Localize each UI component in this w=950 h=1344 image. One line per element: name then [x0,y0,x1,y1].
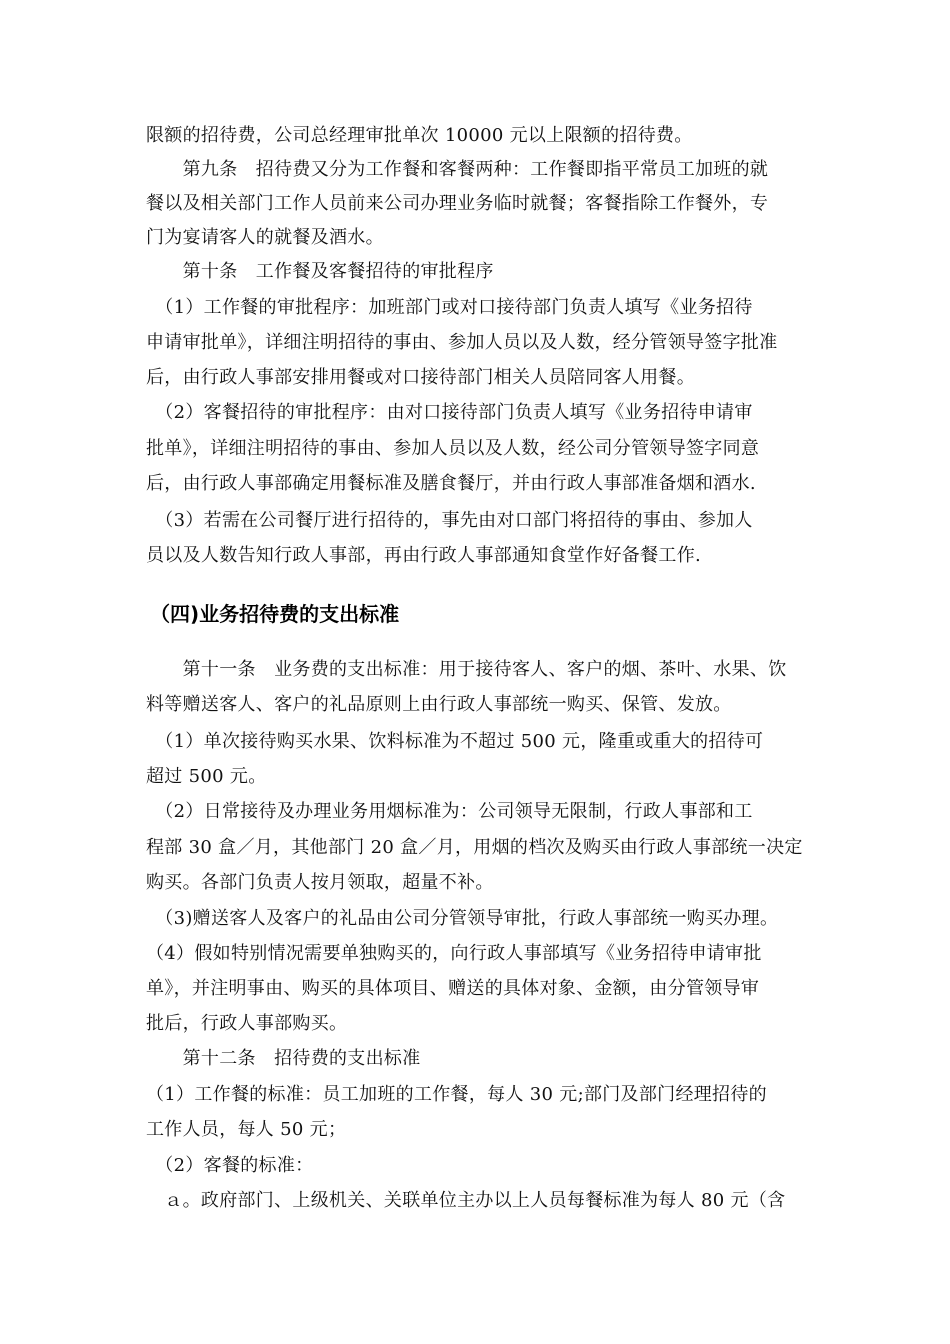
text-line: 购买。各部门负责人按月领取，超量不补。 [146,872,494,893]
text-line: 批单》，详细注明招待的事由、参加人员以及人数，经公司分管领导签字同意 [146,438,760,459]
text-line: 批后，行政人事部购买。 [146,1013,348,1034]
text-line: （3）若需在公司餐厅进行招待的，事先由对口部门将招待的事由、参加人 [146,510,753,531]
text-line: （1）单次接待购买水果、饮料标准为不超过 500 元，隆重或重大的招待可 [146,731,764,752]
text-line: 料等赠送客人、客户的礼品原则上由行政人事部统一购买、保管、发放。 [146,694,732,715]
text-line: ａ。政府部门、上级机关、关联单位主办以上人员每餐标准为每人 80 元（含 [146,1190,786,1211]
text-line: 工作人员，每人 50 元； [146,1119,347,1140]
text-line: （1）工作餐的标准：员工加班的工作餐，每人 30 元;部门及部门经理招待的 [146,1084,767,1105]
text-line: 超过 500 元。 [146,766,267,787]
text-line: （1）工作餐的审批程序：加班部门或对口接待部门负责人填写《业务招待 [146,297,753,318]
text-line: 申请审批单》，详细注明招待的事由、参加人员以及人数，经分管领导签字批准 [146,332,778,353]
text-line: 第十条 工作餐及客餐招待的审批程序 [146,261,494,282]
text-line: （4）假如特别情况需要单独购买的，向行政人事部填写《业务招待申请审批 [146,943,762,964]
text-line: 后，由行政人事部安排用餐或对口接待部门相关人员陪同客人用餐。 [146,367,695,388]
text-line: 第九条 招待费又分为工作餐和客餐两种：工作餐即指平常员工加班的就 [146,159,769,180]
text-line: （2）客餐招待的审批程序：由对口接待部门负责人填写《业务招待申请审 [146,402,753,423]
text-line: 程部 30 盒／月，其他部门 20 盒／月，用烟的档次及购买由行政人事部统一决定 [146,837,803,858]
text-line: 后，由行政人事部确定用餐标准及膳食餐厅，并由行政人事部准备烟和酒水. [146,473,756,494]
text-line: 单》，并注明事由、购买的具体项目、赠送的具体对象、金额，由分管领导审 [146,978,760,999]
text-line: （2）客餐的标准： [146,1155,314,1176]
text-line: 员以及人数告知行政人事部，再由行政人事部通知食堂作好备餐工作. [146,545,702,566]
text-line: 餐以及相关部门工作人员前来公司办理业务临时就餐；客餐指除工作餐外，专 [146,193,769,214]
text-line: 第十一条 业务费的支出标准：用于接待客人、客户的烟、茶叶、水果、饮 [146,659,787,680]
text-line: 第十二条 招待费的支出标准 [146,1048,421,1069]
text-line: 限额的招待费，公司总经理审批单次 10000 元以上限额的招待费。 [146,125,693,146]
text-line: （2）日常接待及办理业务用烟标准为：公司领导无限制，行政人事部和工 [146,801,753,822]
text-line: 门为宴请客人的就餐及酒水。 [146,227,384,248]
text-line: （3)赠送客人及客户的礼品由公司分管领导审批，行政人事部统一购买办理。 [146,908,779,929]
section-heading: （四)业务招待费的支出标准 [150,602,400,626]
